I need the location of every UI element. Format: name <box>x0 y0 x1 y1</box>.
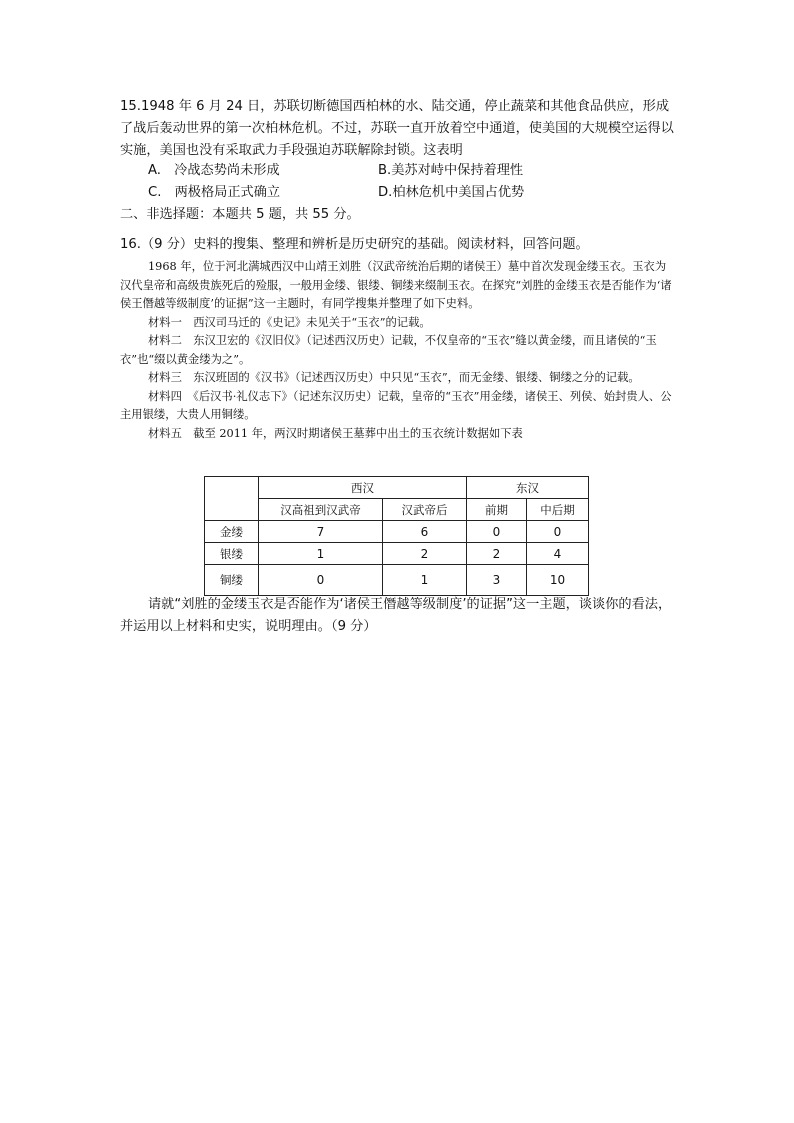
table-cell: 0 <box>259 565 383 596</box>
row-label: 银缕 <box>205 543 259 565</box>
table-row <box>205 521 589 543</box>
header-donghan: 东汉 <box>467 477 589 499</box>
subheader-cell: 汉武帝后 <box>383 499 467 521</box>
subheader-cell: 汉高祖到汉武帝 <box>259 499 383 521</box>
materials <box>120 258 676 443</box>
table-cell: 2 <box>383 543 467 565</box>
table-cell: 6 <box>383 521 467 543</box>
table-cell: 1 <box>259 543 383 565</box>
options-row-2 <box>148 182 668 204</box>
material-3: 材料三 东汉班固的《汉书》（记述西汉历史）中只见“玉衣”，而无金缕、银缕、铜缕之分的记载。 <box>148 371 640 384</box>
question-15-options <box>148 160 668 204</box>
table-header-row <box>205 477 589 499</box>
table-corner-cell <box>205 477 259 521</box>
table-cell: 1 <box>383 565 467 596</box>
question-16-head: 16.（9 分）史料的搜集、整理和辨析是历史研究的基础。阅读材料，回答问题。 <box>120 237 589 252</box>
material-4: 材料四 《后汉书·礼仪志下》（记述东汉历史）记载，皇帝的“玉衣”用金缕，诸侯王、列侯、始封贵人、公主用银缕，大贵人用铜缕。 <box>120 389 672 421</box>
table-cell: 2 <box>467 543 527 565</box>
material-5: 材料五 截至 2011 年，两汉时期诸侯王墓葬中出土的玉衣统计数据如下表 <box>148 426 523 440</box>
table-cell: 0 <box>467 521 527 543</box>
table-cell: 10 <box>527 565 589 596</box>
row-label: 金缕 <box>205 521 259 543</box>
table-subheader-row <box>205 499 589 521</box>
option-d[interactable]: D.柏林危机中美国占优势 <box>378 185 525 200</box>
option-a[interactable]: A. 冷战态势尚未形成 <box>148 163 280 178</box>
subheader-cell: 前期 <box>467 499 527 521</box>
question-15-stem: 15.1948 年 6 月 24 日，苏联切断德国西柏林的水、陆交通，停止蔬菜和其他食品供应，形成了战后轰动世界的第一次柏林危机。不过，苏联一直开放着空中通道，使美国的大规模空运得以实施，美国也没有采取武力手段强迫苏联解除封锁。这表明 <box>120 99 674 158</box>
subheader-cell: 中后期 <box>527 499 589 521</box>
material-1: 材料一 西汉司马迁的《史记》未见关于“玉衣”的记载。 <box>148 315 431 329</box>
row-label: 铜缕 <box>205 565 259 596</box>
option-b[interactable]: B.美苏对峙中保持着理性 <box>378 163 524 178</box>
table-cell: 4 <box>527 543 589 565</box>
header-xihan: 西汉 <box>259 477 467 499</box>
table-row <box>205 543 589 565</box>
jade-suit-table <box>204 476 589 596</box>
table-cell: 7 <box>259 521 383 543</box>
question-16-prompt: 请就“刘胜的金缕玉衣是否能作为‘诸侯王僭越等级制度’的证据”这一主题，谈谈你的看法，并运用以上材料和史实，说明理由。（9 分） <box>120 597 672 634</box>
material-intro: 1968 年，位于河北满城西汉中山靖王刘胜（汉武帝统治后期的诸侯王）墓中首次发现金缕玉衣。玉衣为汉代皇帝和高级贵族死后的殓服，一般用金缕、银缕、铜缕来缀制玉衣。在探究“刘胜的金缕玉衣是否能作为‘诸侯王僭越等级制度’的证据”这一主题时，有同学搜集并整理了如下史料。 <box>120 260 672 310</box>
table-cell: 0 <box>527 521 589 543</box>
option-c[interactable]: C. 两极格局正式确立 <box>148 185 281 200</box>
options-row-1 <box>148 160 668 182</box>
table-row <box>205 565 589 596</box>
table-cell: 3 <box>467 565 527 596</box>
section-title: 二、非选择题：本题共 5 题，共 55 分。 <box>120 207 360 222</box>
material-2: 材料二 东汉卫宏的《汉旧仪》（记述西汉历史）记载，不仅皇帝的“玉衣”缝以黄金缕，而且诸侯的“玉衣”也“缀以黄金缕为之”。 <box>120 334 657 366</box>
